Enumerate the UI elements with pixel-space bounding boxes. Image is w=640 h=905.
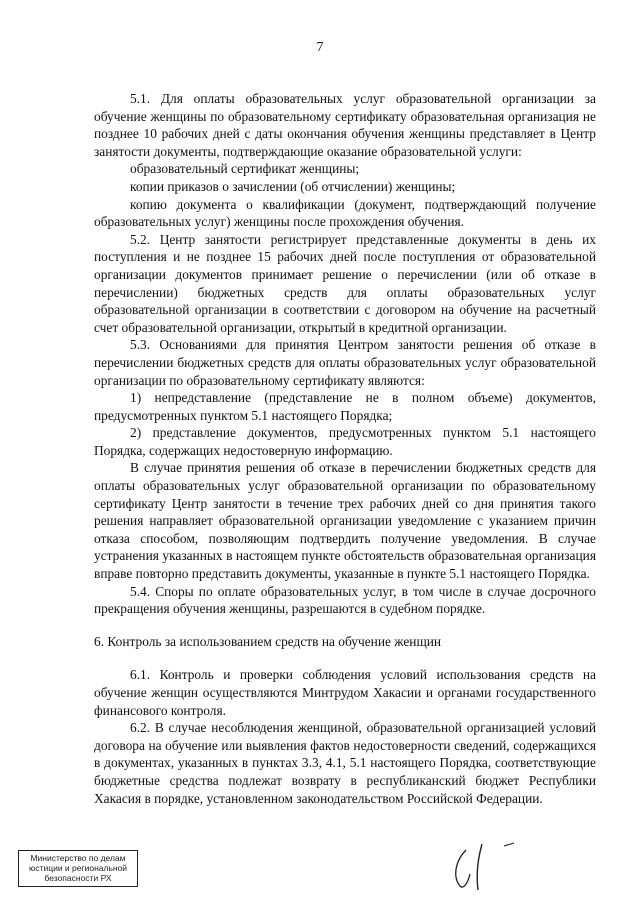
list-item-certificate: образовательный сертификат женщины; bbox=[130, 161, 360, 177]
paragraph-5-4: 5.4. Споры по оплате образовательных услуг, в том числе в случае досрочного прекращения обучения женщины, разрешаются в судебном порядке. bbox=[94, 583, 596, 617]
ministry-stamp bbox=[18, 850, 138, 887]
list-item-orders: копии приказов о зачислении (об отчислении) женщины; bbox=[130, 178, 456, 194]
paragraph-5-3: 5.3. Основаниями для принятия Центром занятости решения об отказе в перечислении бюджетных средств для оплаты образовательных услуг образовательной организации по образовательному сертификату являются: bbox=[94, 337, 596, 388]
paragraph-5-2: 5.2. Центр занятости регистрирует представленные документы в день их поступления и не позднее 15 рабочих дней после поступления от образовательной организации документов принимает решение о перечислении (или об отказе в перечислении) бюджетных средств для оплаты образовательных услуг образовательной организации в соответствии с договором на обучение на расчетный счет образовательной организации, открытый в кредитной организации. bbox=[94, 231, 596, 335]
stamp-line-2: юстиции и региональной bbox=[28, 863, 128, 873]
paragraph-refusal: В случае принятия решения об отказе в перечислении бюджетных средств для оплаты образовательных услуг образовательной организации по образовательному сертификату Центр занятости в течение трех рабочих дней со дня принятия такого решения направляет образовательной организации уведомление с указанием причин отказа способом, позволяющим подтвердить получение уведомления. В случае устранения указанных в настоящем пункте обстоятельств образовательная организация вправе повторно представить документы, указанные в пункте 5.1 настоящего Порядка. bbox=[94, 460, 596, 582]
stamp-line-1: Министерство по делам bbox=[30, 853, 126, 863]
paragraph-6-1: 6.1. Контроль и проверки соблюдения условий использования средств на обучение женщин осуществляются Минтрудом Хакасии и органами государственного финансового контроля. bbox=[94, 667, 596, 718]
section-6-heading: 6. Контроль за использованием средств на обучение женщин bbox=[94, 633, 442, 649]
list-item-qualification: копию документа о квалификации (документ, подтверждающий получение образовательных услуг) женщины после прохождения обучения. bbox=[94, 196, 596, 230]
page-number: 7 bbox=[316, 40, 324, 55]
list-item-reason-1: 1) непредставление (представление не в полном объеме) документов, предусмотренных пунктом 5.1 настоящего Порядка; bbox=[94, 390, 596, 423]
paragraph-5-1: 5.1. Для оплаты образовательных услуг образовательной организации за обучение женщины по образовательному сертификату образовательная организация не позднее 10 рабочих дней с даты окончания обучения женщины представляет в Центр занятости документы, подтверждающие оказание образовательной услуги: bbox=[94, 91, 596, 159]
document-body bbox=[94, 90, 596, 807]
paragraph-6-2: 6.2. В случае несоблюдения женщиной, образовательной организацией условий договора на обучение или выявления фактов недостоверности сведений, содержащихся в документах, указанных в пунктах 3.3, 4.1, 5.1 настоящего Порядка, соответствующие бюджетные средства подлежат возврату в республиканский бюджет Республики Хакасия в порядке, установленном законодательством Российской Федерации. bbox=[94, 720, 596, 806]
signature-icon bbox=[448, 838, 528, 894]
list-item-reason-2: 2) представление документов, предусмотренных пунктом 5.1 настоящего Порядка, содержащих недостоверную информацию. bbox=[94, 425, 596, 458]
stamp-line-3: безопасности РХ bbox=[44, 873, 112, 883]
